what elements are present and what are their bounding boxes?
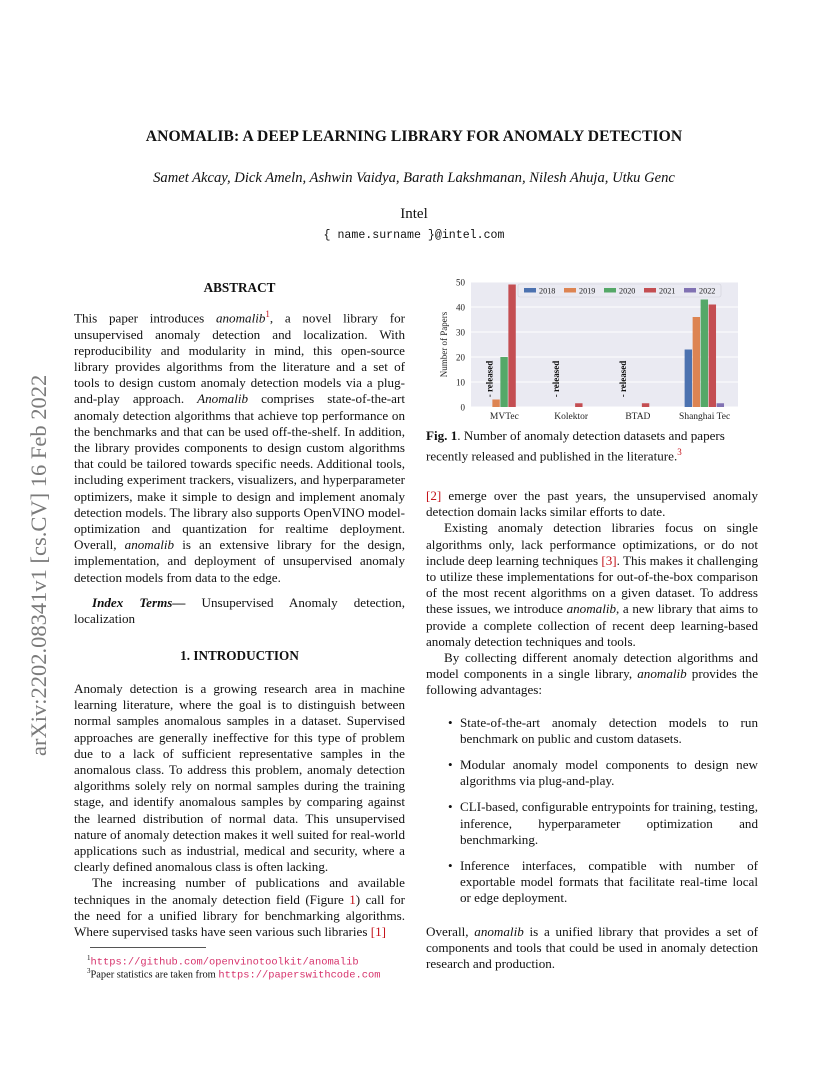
text-run: This paper introduces (74, 310, 216, 326)
figure-ref-link[interactable]: 1 (349, 891, 356, 907)
list-item-text: Modular anomaly model components to design new algorithms via plug-and-play. (460, 757, 758, 789)
intro-body (74, 681, 405, 940)
bar (642, 403, 649, 407)
arxiv-sidebar-stamp (16, 286, 56, 756)
arxiv-id-text: arXiv:2202.08341v1 [cs.CV] 16 Feb 2022 (26, 374, 51, 756)
y-tick-label: 0 (460, 402, 465, 413)
citation-link[interactable]: [3] (601, 552, 617, 568)
text-run: provides the following advantages: (426, 666, 758, 698)
bar (709, 305, 716, 408)
index-terms-label: Index Terms— (92, 594, 186, 610)
author-list: Samet Akcay, Dick Ameln, Ashwin Vaidya, Barath Lakshmanan, Nilesh Ahuja, Utku Genc (153, 170, 675, 186)
bar (492, 400, 499, 408)
bar (500, 357, 507, 407)
paragraph-overall (426, 924, 758, 973)
paragraph-advantages (426, 650, 758, 699)
released-annotation: - released (484, 360, 495, 398)
legend-swatch (604, 288, 616, 293)
legend-label: 2019 (579, 286, 596, 296)
text-run: is an extensive library for the design, implementation, and deployment of unsupervised anomaly detection models from data to the edge. (74, 537, 405, 585)
bar (508, 285, 515, 408)
list-item (426, 715, 758, 747)
library-name: anomalib (215, 310, 266, 326)
bar (575, 403, 582, 407)
list-item-text: CLI-based, configurable entrypoints for training, testing, inference, hyperparameter optimization and benchmarking. (460, 799, 758, 847)
bullet-icon: • (448, 757, 453, 773)
figure-caption (426, 428, 758, 465)
bullet-icon: • (448, 799, 453, 815)
paper-title: ANOMALIB: A DEEP LEARNING LIBRARY FOR ANOMALY DETECTION (145, 128, 683, 145)
bar (701, 300, 708, 408)
text-run: , a new library that aims to provide a complete collection of recent deep learning-based anomaly detection techniques and tools. (426, 601, 758, 649)
intro-heading: 1. INTRODUCTION (180, 648, 299, 663)
abstract-body (74, 306, 405, 627)
text-run: Existing anomaly detection libraries focus on single algorithms only, lack performance optimizations, or do not include deep learning techniques (426, 520, 758, 568)
text-run: By collecting different anomaly detection algorithms and model components in a single library, (426, 650, 758, 682)
figure-1 (426, 272, 758, 424)
citation-link[interactable]: [2] (426, 488, 442, 503)
bullet-icon: • (448, 714, 453, 730)
released-annotation: - released (551, 360, 562, 398)
list-item (426, 799, 758, 848)
library-name: anomalib (637, 666, 687, 682)
legend-swatch (644, 288, 656, 293)
y-tick-label: 50 (456, 277, 465, 288)
footnote-rule (90, 947, 206, 948)
text-run: emerge over the past years, the unsupervised anomaly detection domain lacks similar efforts to date. (426, 488, 758, 520)
abstract-heading: ABSTRACT (203, 280, 276, 295)
text-run: . This makes it challenging to utilize these implementations for out-of-the-box comparison of the most recent algorithms on a given dataset. To address these issues, we introduce (426, 552, 758, 617)
footnote-marker[interactable]: 3 (677, 447, 682, 458)
bar (717, 403, 724, 407)
text-run: , a novel library for unsupervised anomaly detection and localization. With reproducibility and modularity in mind, this open-source library provides algorithms from the literature and a set of tools to design custom anomaly detection models via a plug-and-play approach. (74, 310, 405, 407)
bar (693, 317, 700, 407)
list-item-text: State-of-the-art anomaly detection models to run benchmark on public and custom datasets. (460, 714, 758, 746)
list-item-text: Inference interfaces, compatible with number of exportable model formats that facilitate real-time local or edge deployment. (460, 858, 758, 906)
affiliation: Intel (400, 206, 428, 222)
text-run: comprises state-of-the-art anomaly detection algorithms that achieve top performance on the benchmarks and that can be used off-the-shelf. In addition, the library provides components to design custom algorithms that could be tailored towards specific needs. Additional tools, including experiment trackers, visualizers, and hyperparameter optimizers, make it simple to design and implement anomaly detection models. The library also supports OpenVINO model-optimization and quantization for realtime deployment. Overall, (74, 391, 405, 553)
index-terms-text: Unsupervised Anomaly detection, localization (74, 594, 405, 627)
text-run: The increasing number of publications and available techniques in the anomaly detection field (Figure (74, 875, 405, 907)
library-name: anomalib (474, 923, 524, 939)
x-tick-label: Shanghai Tec (679, 412, 731, 422)
legend-label: 2018 (539, 286, 556, 296)
list-item (426, 858, 758, 907)
author-email: { name.surname }@intel.com (323, 229, 505, 242)
list-item (426, 757, 758, 789)
figure-label: Fig. 1 (426, 428, 458, 443)
text-run: ) call for the need for a unified library for benchmarking algorithms. Where supervised tasks have seen various such libraries (74, 891, 405, 940)
released-annotation: - released (617, 360, 628, 398)
text-run: is a unified library that provides a set of components and tools that could be used in anomaly detection research and production. (426, 923, 758, 972)
footnote-url-link[interactable]: https://paperswithcode.com (218, 969, 381, 982)
footnote-url-link[interactable]: https://github.com/openvinotoolkit/anomalib (90, 956, 359, 969)
footnote-number: 3 (87, 967, 91, 975)
y-tick-label: 40 (456, 302, 465, 313)
citation-link[interactable]: [1] (370, 924, 386, 940)
continued-paragraph (426, 488, 758, 520)
footnote-marker[interactable]: 1 (265, 309, 270, 319)
x-tick-label: BTAD (625, 412, 651, 422)
abstract-paragraph (74, 306, 405, 586)
footnote-number: 1 (87, 954, 91, 962)
bar (685, 350, 692, 408)
y-tick-label: 30 (456, 327, 465, 338)
index-terms (74, 595, 405, 627)
intro-paragraph-1: Anomaly detection is a growing research area in machine learning literature, where the goal is to distinguish between normal samples anomalous samples in a dataset. Supervised approaches are generally ineffective for this type of problem due to a lack of sufficient representative samples in the anomalous class. To address this problem, anomaly detection algorithms solely rely on normal samples during the training stage, and identify anomalous samples by comparing against the learned distribution of normal data. This unsupervised nature of anomaly detection makes it well suited for real-world applications such as industrial, medical and security, where a clearly defined anomalous class is often lacking. (74, 681, 405, 875)
footnote-text: Paper statistics are taken from (90, 969, 219, 981)
intro-paragraph-2 (74, 875, 405, 940)
y-tick-label: 20 (456, 352, 465, 363)
paragraph-existing-libraries (426, 520, 758, 650)
y-tick-label: 10 (456, 377, 465, 388)
text-run: Overall, (426, 923, 475, 939)
bullet-icon: • (448, 858, 453, 874)
legend-label: 2022 (699, 286, 716, 296)
right-column-body (426, 488, 758, 972)
legend-swatch (564, 288, 576, 293)
legend-label: 2020 (619, 286, 636, 296)
legend-swatch (684, 288, 696, 293)
library-name: Anomalib (197, 391, 249, 407)
library-name: anomalib (124, 537, 175, 553)
bar-chart (426, 272, 758, 424)
caption-text: . Number of anomaly detection datasets and papers recently released and published in the literature. (426, 428, 725, 464)
x-tick-label: MVTec (489, 412, 519, 422)
library-name: anomalib (566, 601, 617, 617)
x-tick-label: Kolektor (554, 412, 589, 422)
y-axis-label: Number of Papers (439, 311, 449, 378)
legend-swatch (524, 288, 536, 293)
legend-label: 2021 (659, 286, 676, 296)
footnote-3 (87, 965, 417, 982)
